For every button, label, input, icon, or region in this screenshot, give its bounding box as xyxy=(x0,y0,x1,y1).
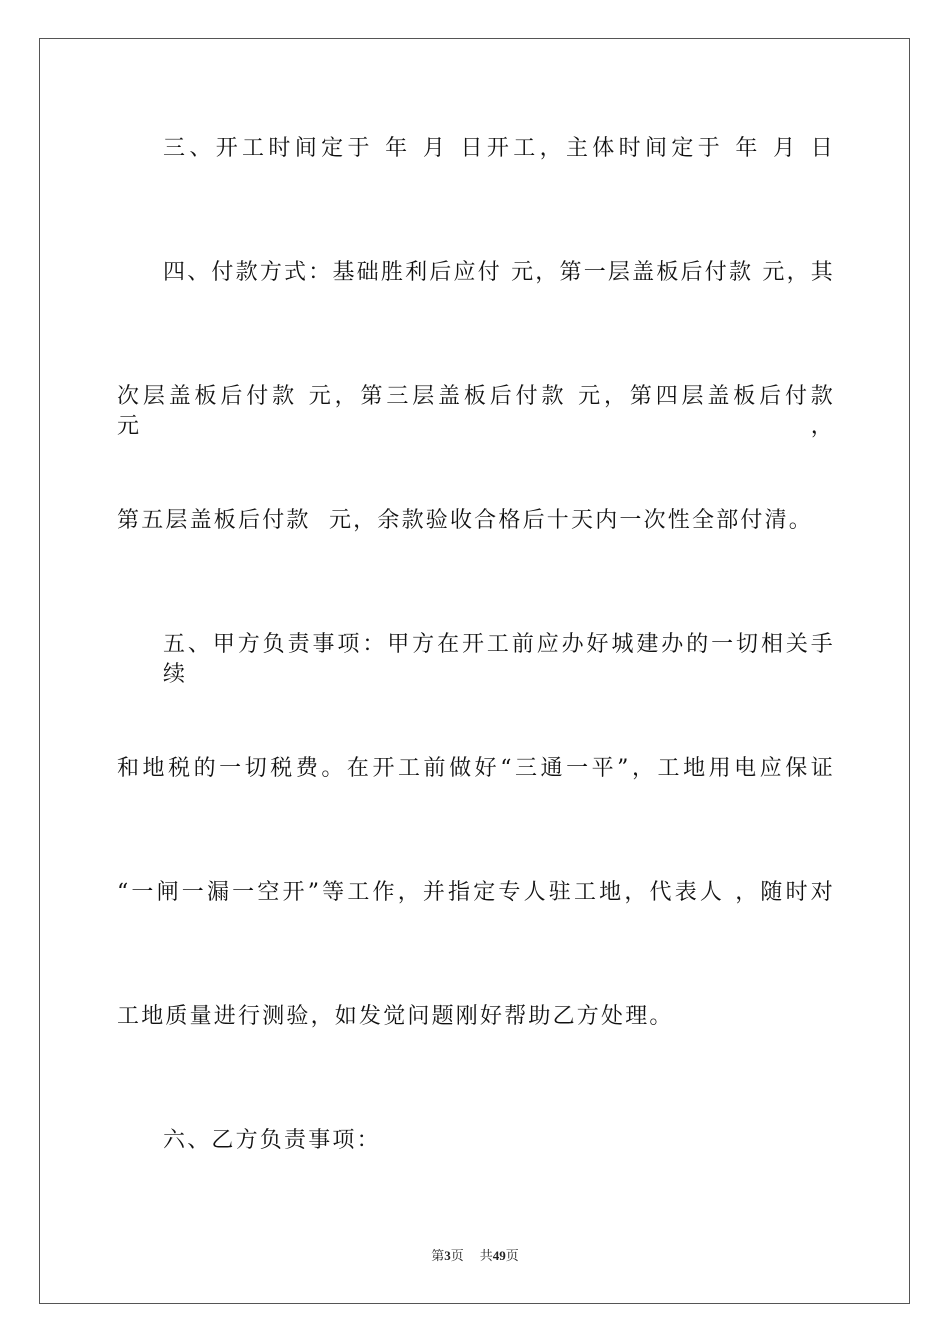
clause-6-heading: 六、乙方负责事项： xyxy=(163,1128,381,1153)
footer-total-pages: 49 xyxy=(492,1248,506,1263)
clause-4-line-1: 四、付款方式：基础胜利后应付 元，第一层盖板后付款 元，其 xyxy=(163,260,835,285)
clause-4-line-3: 第五层盖板后付款 元，余款验收合格后十天内一次性全部付清。 xyxy=(117,508,813,533)
clause-5-line-2: 和地税的一切税费。在开工前做好“三通一平”，工地用电应保证 xyxy=(117,756,835,781)
clause-5-line-1: 五、甲方负责事项：甲方在开工前应办好城建办的一切相关手续 xyxy=(163,632,835,687)
footer-page-number: 3 xyxy=(444,1248,451,1263)
page-footer xyxy=(0,1247,950,1266)
clause-5-line-4: 工地质量进行测验，如发觉问题刚好帮助乙方处理。 xyxy=(117,1004,674,1029)
clause-3-line-1: 三、开工时间定于 年 月 日开工，主体时间定于 年 月 日 xyxy=(163,136,835,161)
clause-4-line-2: 次层盖板后付款 元，第三层盖板后付款 元，第四层盖板后付款 元， xyxy=(117,384,835,439)
footer-page-suffix: 页 xyxy=(450,1249,464,1264)
footer-total-prefix: 共 xyxy=(479,1249,493,1264)
footer-total-suffix: 页 xyxy=(505,1249,519,1264)
clause-5-line-3: “一闸一漏一空开”等工作，并指定专人驻工地，代表人 ，随时对 xyxy=(117,880,835,905)
footer-page-prefix: 第 xyxy=(431,1249,445,1264)
